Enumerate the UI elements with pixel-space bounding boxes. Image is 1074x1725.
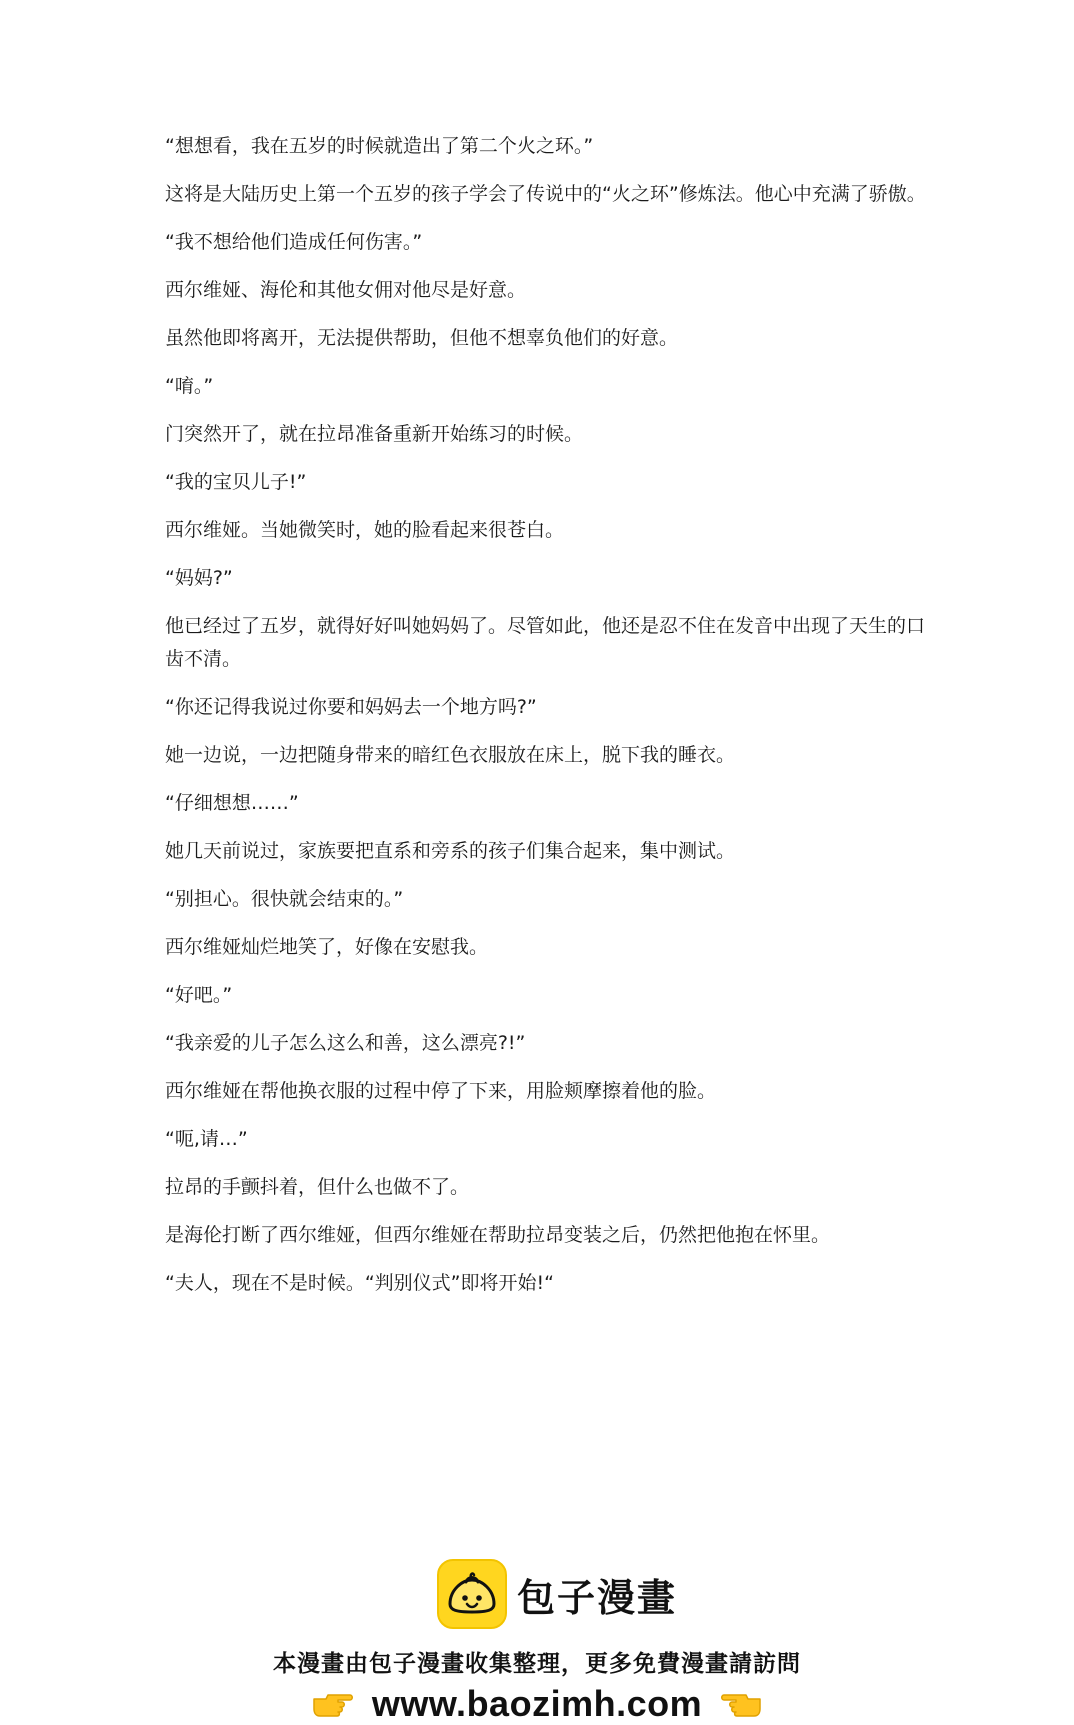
paragraph: 门突然开了，就在拉昂准备重新开始练习的时候。	[165, 423, 584, 445]
paragraph: “我不想给他们造成任何伤害。”	[165, 231, 423, 253]
paragraph: “仔细想想……”	[165, 792, 299, 814]
paragraph: 她一边说，一边把随身带来的暗红色衣服放在床上，脱下我的睡衣。	[165, 744, 736, 766]
footer-note: 本漫畫由包子漫畫收集整理，更多免費漫畫請訪問	[273, 1651, 801, 1677]
site-url-link[interactable]: www.baozimh.com	[371, 1683, 703, 1724]
paragraph: 他已经过了五岁，就得好好叫她妈妈了。尽管如此，他还是忍不住在发音中出现了天生的口齿不清。	[165, 615, 926, 670]
paragraph: “呃,请…”	[165, 1128, 248, 1150]
paragraph: “我亲爱的儿子怎么这么和善，这么漂亮?!”	[165, 1032, 526, 1054]
paragraph: 是海伦打断了西尔维娅，但西尔维娅在帮助拉昂变装之后，仍然把他抱在怀里。	[165, 1224, 831, 1246]
paragraph: 西尔维娅灿烂地笑了，好像在安慰我。	[165, 936, 489, 958]
paragraph: 虽然他即将离开，无法提供帮助，但他不想辜负他们的好意。	[165, 327, 679, 349]
paragraph: 她几天前说过，家族要把直系和旁系的孩子们集合起来，集中测试。	[165, 840, 736, 862]
paragraph: “想想看，我在五岁的时候就造出了第二个火之环。”	[165, 135, 594, 157]
paragraph: “我的宝贝儿子!”	[165, 471, 307, 493]
paragraph: 这将是大陆历史上第一个五岁的孩子学会了传说中的“火之环”修炼法。他心中充满了骄傲。	[165, 183, 926, 205]
pointing-hand-left-icon	[720, 1689, 764, 1719]
pointing-hand-right-icon	[310, 1689, 354, 1719]
paragraph: “唷。”	[165, 375, 214, 397]
article-body	[165, 130, 935, 1315]
paragraph: “夫人，现在不是时候。“判别仪式”即将开始!“	[165, 1272, 554, 1294]
paragraph: 西尔维娅在帮他换衣服的过程中停了下来，用脸颊摩擦着他的脸。	[165, 1080, 717, 1102]
site-footer	[0, 1555, 1074, 1724]
paragraph: 西尔维娅、海伦和其他女佣对他尽是好意。	[165, 279, 527, 301]
brand[interactable]	[437, 1557, 677, 1631]
paragraph: 拉昂的手颤抖着，但什么也做不了。	[165, 1176, 470, 1198]
paragraph: “妈妈?”	[165, 567, 233, 589]
paragraph: 西尔维娅。当她微笑时，她的脸看起来很苍白。	[165, 519, 565, 541]
paragraph: “好吧。”	[165, 984, 233, 1006]
paragraph: “你还记得我说过你要和妈妈去一个地方吗?”	[165, 696, 537, 718]
brand-name: 包子漫畫	[517, 1575, 678, 1620]
paragraph: “别担心。很快就会结束的。”	[165, 888, 404, 910]
steamed-bun-icon	[437, 1559, 507, 1629]
